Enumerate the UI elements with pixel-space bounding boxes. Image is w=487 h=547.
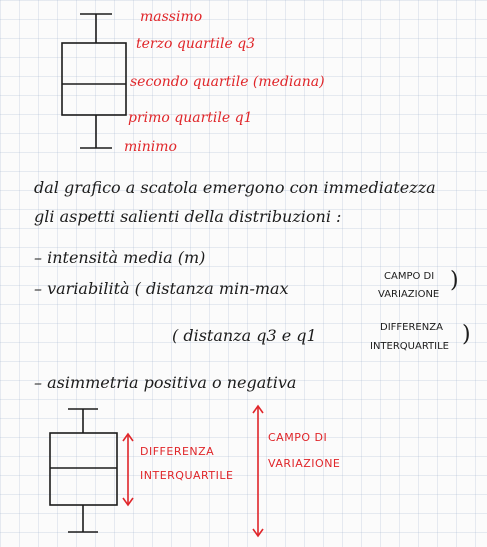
bottom-label-range-2: VARIAZIONE bbox=[268, 457, 341, 470]
list-item-asymmetry: – asimmetria positiva o negativa bbox=[34, 373, 297, 392]
bracket-range: ) bbox=[450, 268, 459, 293]
note-range-line-2: VARIAZIONE bbox=[378, 289, 440, 300]
bottom-label-range-1: CAMPO DI bbox=[268, 431, 328, 444]
note-iqr-line-2: INTERQUARTILE bbox=[370, 341, 450, 352]
label-max: massimo bbox=[140, 9, 203, 25]
label-q1: primo quartile q1 bbox=[128, 110, 253, 126]
list-item-intensity: – intensità media (m) bbox=[34, 248, 206, 267]
label-q3: terzo quartile q3 bbox=[136, 36, 256, 52]
bottom-label-iqr-1: DIFFERENZA bbox=[140, 445, 215, 458]
bottom-box bbox=[50, 433, 117, 505]
body-line-2: gli aspetti salienti della distribuzioni : bbox=[34, 207, 342, 226]
list-item-variability: – variabilità ( distanza min-max bbox=[34, 279, 289, 298]
bottom-label-iqr-2: INTERQUARTILE bbox=[140, 469, 234, 482]
label-median: secondo quartile (mediana) bbox=[130, 74, 325, 90]
note-iqr-line-1: DIFFERENZA bbox=[380, 322, 443, 333]
note-range-line-1: CAMPO DI bbox=[384, 271, 435, 282]
bracket-iqr: ) bbox=[462, 322, 471, 347]
body-line-1: dal grafico a scatola emergono con immediatezza bbox=[34, 178, 436, 197]
list-item-iqr: ( distanza q3 e q1 bbox=[172, 326, 317, 345]
label-min: minimo bbox=[124, 139, 177, 155]
